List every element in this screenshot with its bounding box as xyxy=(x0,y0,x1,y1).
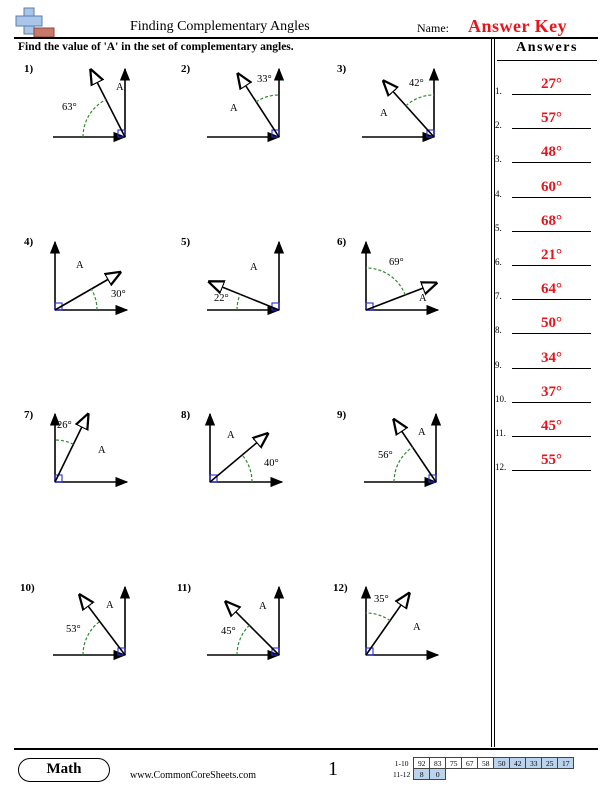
unknown-angle-label: A xyxy=(116,82,124,93)
answer-value: 21° xyxy=(541,247,562,263)
angle-arm-ray xyxy=(384,81,434,137)
unknown-angle-label: A xyxy=(76,260,84,271)
score-row xyxy=(393,769,574,780)
answer-row xyxy=(495,384,597,404)
unknown-angle-label: A xyxy=(380,108,388,119)
answer-value: 34° xyxy=(541,349,562,366)
answer-number: 2. xyxy=(495,120,502,131)
answer-blank-line xyxy=(512,436,591,437)
given-angle-label: 35° xyxy=(374,594,389,605)
answer-row xyxy=(495,110,597,130)
answer-row xyxy=(495,179,597,199)
answer-blank-line xyxy=(512,368,591,369)
angle-arc xyxy=(406,95,434,106)
score-cell: 8 xyxy=(414,769,430,780)
angle-arc xyxy=(83,621,100,655)
score-row xyxy=(393,758,574,769)
given-angle-label: 53° xyxy=(66,624,81,635)
answer-value: 45° xyxy=(541,418,562,434)
angle-arc xyxy=(256,95,279,102)
page-number: 1 xyxy=(328,758,338,780)
score-cell: 92 xyxy=(414,758,430,769)
angle-arc xyxy=(394,447,413,482)
score-row-label: 11-12 xyxy=(393,769,411,779)
answer-value: 48° xyxy=(541,144,562,161)
answer-blank-line xyxy=(512,197,591,198)
answer-value: 68° xyxy=(541,212,562,229)
worksheet-title: Finding Complementary Angles xyxy=(130,19,310,34)
angle-arc xyxy=(55,440,73,444)
answers-heading-underline xyxy=(497,60,597,61)
problem-1 xyxy=(53,69,125,137)
answer-row xyxy=(495,144,597,164)
answers-heading: Answers xyxy=(516,40,578,55)
answer-blank-line xyxy=(512,231,591,232)
answer-row xyxy=(495,350,597,370)
score-cell: 33 xyxy=(526,758,542,769)
given-angle-label: 30° xyxy=(111,289,126,300)
angle-arm-ray xyxy=(394,420,436,482)
unknown-angle-label: A xyxy=(230,103,238,114)
name-label: Name: xyxy=(417,21,449,35)
problem-7 xyxy=(55,414,127,482)
problem-number: 1) xyxy=(24,63,34,75)
problem-number: 2) xyxy=(181,63,191,75)
problem-8 xyxy=(210,414,282,482)
answer-value: 55° xyxy=(541,452,562,469)
problem-2 xyxy=(207,69,279,137)
answer-number: 3. xyxy=(495,154,502,165)
subject-badge: Math xyxy=(18,758,110,782)
angle-arm-ray xyxy=(210,434,267,482)
answer-value: 27° xyxy=(541,76,562,92)
angle-arm-ray xyxy=(91,70,125,137)
problem-number: 3) xyxy=(337,63,347,75)
problem-3 xyxy=(362,69,434,137)
angle-arc xyxy=(366,613,390,621)
answer-number: 9. xyxy=(495,359,502,370)
unknown-angle-label: A xyxy=(106,600,114,611)
answer-row xyxy=(495,247,597,267)
score-cell: 42 xyxy=(510,758,526,769)
answer-blank-line xyxy=(512,333,591,334)
score-cell: 75 xyxy=(446,758,462,769)
problem-9 xyxy=(364,414,436,482)
answer-value: 37° xyxy=(541,383,562,400)
answer-number: 7. xyxy=(495,291,502,302)
answer-row xyxy=(495,213,597,233)
problem-6 xyxy=(366,242,438,310)
answer-blank-line xyxy=(512,162,591,163)
unknown-angle-label: A xyxy=(227,430,235,441)
problem-number: 9) xyxy=(337,409,347,421)
answer-blank-line xyxy=(512,265,591,266)
score-cell: 0 xyxy=(430,769,446,780)
answer-number: 1. xyxy=(495,86,502,96)
angle-arc xyxy=(242,455,252,482)
problem-number: 4) xyxy=(24,236,34,248)
answer-row xyxy=(495,281,597,301)
angle-arc xyxy=(366,268,405,295)
answer-number: 11. xyxy=(495,428,506,438)
score-cell: 58 xyxy=(478,758,494,769)
answer-number: 4. xyxy=(495,188,502,199)
answer-number: 10. xyxy=(495,393,507,404)
angle-arc xyxy=(91,289,97,310)
unknown-angle-label: A xyxy=(418,427,426,438)
problem-number: 7) xyxy=(24,409,34,421)
answer-number: 8. xyxy=(495,325,502,336)
answer-row xyxy=(495,452,597,472)
footer-divider xyxy=(14,748,598,750)
answer-key-label: Answer Key xyxy=(468,16,568,36)
given-angle-label: 22° xyxy=(214,293,229,304)
answer-value: 64° xyxy=(541,281,562,298)
problem-number: 6) xyxy=(337,236,347,248)
angle-arm-ray xyxy=(80,595,125,655)
given-angle-label: 63° xyxy=(62,102,77,113)
website-link[interactable]: www.CommonCoreSheets.com xyxy=(130,770,257,781)
answer-row xyxy=(495,76,597,96)
unknown-angle-label: A xyxy=(413,622,421,633)
problem-number: 12) xyxy=(333,582,348,594)
unknown-angle-label: A xyxy=(259,601,267,612)
answer-value: 57° xyxy=(541,110,562,127)
answer-blank-line xyxy=(512,402,591,403)
given-angle-label: 42° xyxy=(409,78,424,89)
problem-12 xyxy=(366,587,438,655)
unknown-angle-label: A xyxy=(419,293,427,304)
given-angle-label: 33° xyxy=(257,74,272,85)
answer-blank-line xyxy=(512,94,591,95)
answer-blank-line xyxy=(512,470,591,471)
answer-number: 6. xyxy=(495,257,502,267)
answer-number: 12. xyxy=(495,462,507,473)
unknown-angle-label: A xyxy=(250,262,258,273)
given-angle-label: 56° xyxy=(378,450,393,461)
given-angle-label: 40° xyxy=(264,458,279,469)
given-angle-label: 69° xyxy=(389,257,404,268)
score-cell: 17 xyxy=(558,758,574,769)
angle-arc xyxy=(237,294,240,310)
answer-value: 60° xyxy=(541,178,562,195)
problem-5 xyxy=(207,242,279,310)
angle-arc xyxy=(83,100,106,137)
answer-value: 50° xyxy=(541,315,562,332)
answer-row xyxy=(495,418,597,438)
problem-number: 8) xyxy=(181,409,191,421)
given-angle-label: 45° xyxy=(221,626,236,637)
problem-number: 5) xyxy=(181,236,191,248)
problem-4 xyxy=(55,242,127,310)
score-table xyxy=(393,757,574,780)
answer-row xyxy=(495,315,597,335)
score-cell: 25 xyxy=(542,758,558,769)
answer-blank-line xyxy=(512,128,591,129)
problem-11 xyxy=(207,587,279,655)
problem-number: 11) xyxy=(177,582,192,594)
answer-blank-line xyxy=(512,299,591,300)
unknown-angle-label: A xyxy=(98,445,106,456)
problem-10 xyxy=(53,587,125,655)
score-cell: 83 xyxy=(430,758,446,769)
score-cell: 67 xyxy=(462,758,478,769)
given-angle-label: 26° xyxy=(57,420,72,431)
problem-number: 10) xyxy=(20,582,35,594)
instructions: Find the value of 'A' in the set of complementary angles. xyxy=(18,41,294,53)
angle-arc xyxy=(237,625,249,655)
score-row-label: 1-10 xyxy=(394,758,409,768)
answer-number: 5. xyxy=(495,222,502,233)
score-cell: 50 xyxy=(494,758,510,769)
